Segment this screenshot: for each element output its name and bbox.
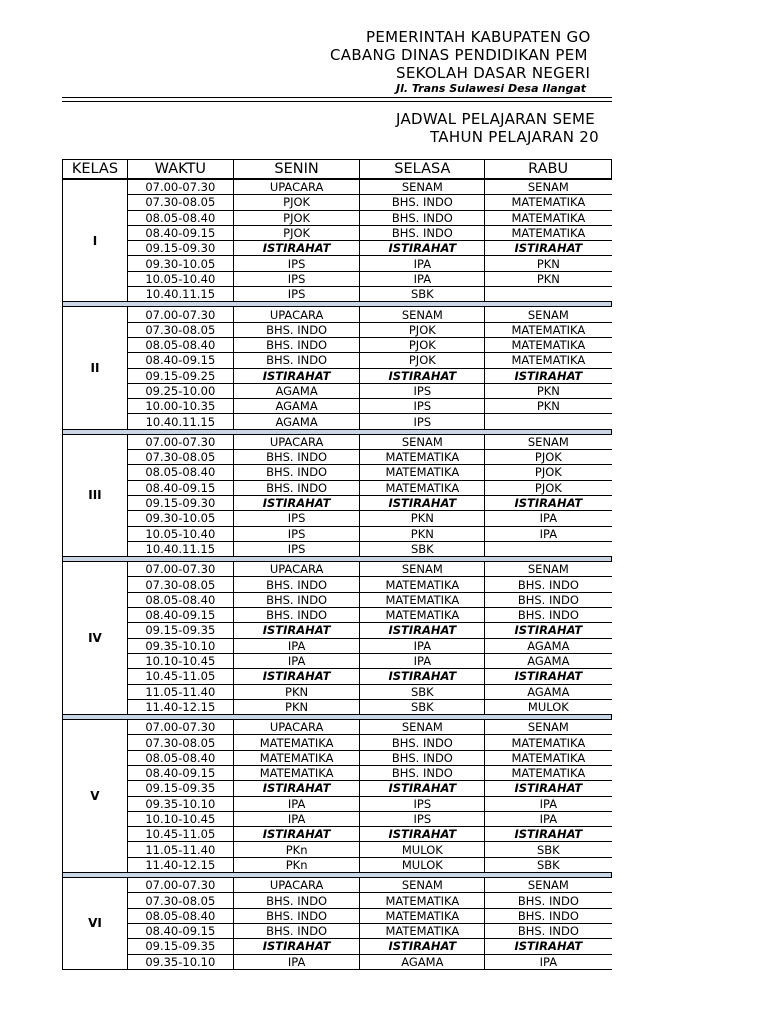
selasa-cell: BHS. INDO — [360, 735, 485, 750]
waktu-cell: 10.40.11.15 — [127, 287, 233, 302]
waktu-cell: 09.15-09.25 — [127, 368, 233, 383]
waktu-cell: 08.05-08.40 — [127, 210, 233, 225]
waktu-cell: 10.10-10.45 — [127, 653, 233, 668]
selasa-cell: PJOK — [360, 322, 485, 337]
column-header-senin: SENIN — [233, 160, 360, 180]
waktu-cell: 07.30-08.05 — [127, 195, 233, 210]
selasa-cell: PJOK — [360, 337, 485, 352]
table-row — [63, 383, 612, 398]
waktu-cell: 10.40.11.15 — [127, 414, 233, 429]
selasa-cell: BHS. INDO — [360, 750, 485, 765]
selasa-cell: SENAM — [360, 307, 485, 322]
rabu-cell: BHS. INDO — [485, 608, 612, 623]
rabu-cell: MATEMATIKA — [485, 353, 612, 368]
header-divider — [62, 97, 612, 98]
column-header-selasa: SELASA — [360, 160, 485, 180]
table-row — [63, 857, 612, 872]
kelas-cell: I — [63, 179, 128, 302]
table-row — [63, 653, 612, 668]
rabu-cell — [485, 414, 612, 429]
rabu-cell: PJOK — [485, 480, 612, 495]
table-row — [63, 399, 612, 414]
selasa-cell: MATEMATIKA — [360, 592, 485, 607]
selasa-cell: SBK — [360, 684, 485, 699]
table-row — [63, 195, 612, 210]
senin-cell: IPS — [233, 541, 360, 556]
column-header-rabu: RABU — [485, 160, 612, 180]
selasa-cell: BHS. INDO — [360, 225, 485, 240]
rabu-cell — [485, 287, 612, 302]
table-row — [63, 465, 612, 480]
header-address: Jl. Trans Sulawesi Desa Ilangat — [396, 82, 587, 95]
waktu-cell: 08.40-09.15 — [127, 353, 233, 368]
selasa-cell: ISTIRAHAT — [360, 827, 485, 842]
rabu-cell: SENAM — [485, 179, 612, 195]
table-row — [63, 699, 612, 714]
selasa-cell: MATEMATIKA — [360, 480, 485, 495]
rabu-cell: SENAM — [485, 878, 612, 893]
table-row — [63, 526, 612, 541]
selasa-cell: IPS — [360, 811, 485, 826]
table-row — [63, 562, 612, 577]
senin-cell: IPS — [233, 271, 360, 286]
waktu-cell: 09.35-10.10 — [127, 796, 233, 811]
waktu-cell: 07.30-08.05 — [127, 322, 233, 337]
table-row — [63, 353, 612, 368]
table-row — [63, 225, 612, 240]
senin-cell: AGAMA — [233, 399, 360, 414]
kelas-cell: VI — [63, 878, 128, 970]
waktu-cell: 09.15-09.35 — [127, 623, 233, 638]
senin-cell: PKN — [233, 684, 360, 699]
selasa-cell: SENAM — [360, 179, 485, 195]
selasa-cell: ISTIRAHAT — [360, 781, 485, 796]
senin-cell: ISTIRAHAT — [233, 495, 360, 510]
senin-cell: IPA — [233, 653, 360, 668]
selasa-cell: IPA — [360, 271, 485, 286]
senin-cell: BHS. INDO — [233, 592, 360, 607]
waktu-cell: 09.15-09.30 — [127, 495, 233, 510]
kelas-cell: III — [63, 434, 128, 556]
rabu-cell: ISTIRAHAT — [485, 781, 612, 796]
senin-cell: BHS. INDO — [233, 337, 360, 352]
selasa-cell: SENAM — [360, 434, 485, 449]
senin-cell: IPA — [233, 796, 360, 811]
rabu-cell: MATEMATIKA — [485, 337, 612, 352]
waktu-cell: 08.40-09.15 — [127, 608, 233, 623]
selasa-cell: MATEMATIKA — [360, 450, 485, 465]
rabu-cell: MATEMATIKA — [485, 735, 612, 750]
rabu-cell: PKN — [485, 271, 612, 286]
waktu-cell: 08.05-08.40 — [127, 750, 233, 765]
waktu-cell: 09.15-09.35 — [127, 781, 233, 796]
senin-cell: IPA — [233, 811, 360, 826]
selasa-cell: BHS. INDO — [360, 210, 485, 225]
senin-cell: UPACARA — [233, 562, 360, 577]
table-row — [63, 939, 612, 954]
selasa-cell: ISTIRAHAT — [360, 669, 485, 684]
waktu-cell: 09.25-10.00 — [127, 383, 233, 398]
header-line-2: CABANG DINAS PENDIDIKAN PEM — [330, 46, 588, 64]
kelas-cell: II — [63, 307, 128, 429]
column-header-waktu: WAKTU — [127, 160, 233, 180]
table-row — [63, 577, 612, 592]
selasa-cell: ISTIRAHAT — [360, 939, 485, 954]
selasa-cell: IPA — [360, 256, 485, 271]
rabu-cell: ISTIRAHAT — [485, 939, 612, 954]
senin-cell: MATEMATIKA — [233, 765, 360, 780]
senin-cell: BHS. INDO — [233, 353, 360, 368]
senin-cell: IPS — [233, 511, 360, 526]
selasa-cell: SBK — [360, 541, 485, 556]
selasa-cell: MATEMATIKA — [360, 465, 485, 480]
waktu-cell: 09.30-10.05 — [127, 511, 233, 526]
rabu-cell: ISTIRAHAT — [485, 623, 612, 638]
rabu-cell: AGAMA — [485, 653, 612, 668]
selasa-cell: PJOK — [360, 353, 485, 368]
table-row — [63, 337, 612, 352]
table-row — [63, 307, 612, 322]
table-row — [63, 434, 612, 449]
rabu-cell: SENAM — [485, 307, 612, 322]
selasa-cell: IPS — [360, 399, 485, 414]
table-row — [63, 179, 612, 195]
rabu-cell: BHS. INDO — [485, 893, 612, 908]
waktu-cell: 09.15-09.35 — [127, 939, 233, 954]
rabu-cell: ISTIRAHAT — [485, 495, 612, 510]
senin-cell: PJOK — [233, 210, 360, 225]
table-row — [63, 827, 612, 842]
table-row — [63, 811, 612, 826]
table-row — [63, 669, 612, 684]
rabu-cell: SENAM — [485, 562, 612, 577]
selasa-cell: SBK — [360, 699, 485, 714]
table-row — [63, 608, 612, 623]
rabu-cell: ISTIRAHAT — [485, 827, 612, 842]
schedule-title: JADWAL PELAJARAN SEME — [396, 110, 596, 128]
senin-cell: ISTIRAHAT — [233, 623, 360, 638]
senin-cell: UPACARA — [233, 179, 360, 195]
selasa-cell: IPA — [360, 638, 485, 653]
selasa-cell: SENAM — [360, 720, 485, 735]
senin-cell: UPACARA — [233, 434, 360, 449]
waktu-cell: 08.40-09.15 — [127, 480, 233, 495]
rabu-cell: SBK — [485, 857, 612, 872]
selasa-cell: PKN — [360, 526, 485, 541]
rabu-cell: BHS. INDO — [485, 908, 612, 923]
waktu-cell: 09.30-10.05 — [127, 256, 233, 271]
senin-cell: IPS — [233, 287, 360, 302]
selasa-cell: IPS — [360, 796, 485, 811]
table-row — [63, 638, 612, 653]
selasa-cell: MATEMATIKA — [360, 908, 485, 923]
rabu-cell: SENAM — [485, 720, 612, 735]
senin-cell: AGAMA — [233, 414, 360, 429]
selasa-cell: MATEMATIKA — [360, 577, 485, 592]
table-row — [63, 893, 612, 908]
senin-cell: ISTIRAHAT — [233, 781, 360, 796]
selasa-cell: ISTIRAHAT — [360, 368, 485, 383]
senin-cell: IPS — [233, 256, 360, 271]
rabu-cell: AGAMA — [485, 684, 612, 699]
rabu-cell: IPA — [485, 511, 612, 526]
rabu-cell: PJOK — [485, 450, 612, 465]
table-row — [63, 271, 612, 286]
senin-cell: UPACARA — [233, 720, 360, 735]
table-row — [63, 842, 612, 857]
selasa-cell: MULOK — [360, 842, 485, 857]
table-row — [63, 241, 612, 256]
table-row — [63, 287, 612, 302]
waktu-cell: 08.05-08.40 — [127, 592, 233, 607]
senin-cell: BHS. INDO — [233, 608, 360, 623]
table-header-row — [63, 160, 612, 180]
senin-cell: BHS. INDO — [233, 577, 360, 592]
senin-cell: UPACARA — [233, 878, 360, 893]
rabu-cell: ISTIRAHAT — [485, 669, 612, 684]
rabu-cell: AGAMA — [485, 638, 612, 653]
waktu-cell: 07.00-07.30 — [127, 720, 233, 735]
schedule-body — [63, 179, 612, 969]
header-divider-thin — [62, 101, 612, 102]
selasa-cell: AGAMA — [360, 954, 485, 969]
rabu-cell: ISTIRAHAT — [485, 241, 612, 256]
table-row — [63, 210, 612, 225]
table-row — [63, 923, 612, 938]
waktu-cell: 07.30-08.05 — [127, 450, 233, 465]
senin-cell: BHS. INDO — [233, 322, 360, 337]
rabu-cell: PKN — [485, 399, 612, 414]
senin-cell: PKn — [233, 842, 360, 857]
waktu-cell: 09.35-10.10 — [127, 954, 233, 969]
waktu-cell: 09.35-10.10 — [127, 638, 233, 653]
selasa-cell: IPS — [360, 383, 485, 398]
waktu-cell: 11.40-12.15 — [127, 699, 233, 714]
waktu-cell: 10.05-10.40 — [127, 271, 233, 286]
table-row — [63, 623, 612, 638]
rabu-cell: PKN — [485, 383, 612, 398]
waktu-cell: 07.00-07.30 — [127, 434, 233, 449]
rabu-cell: PKN — [485, 256, 612, 271]
selasa-cell: SBK — [360, 287, 485, 302]
rabu-cell: MATEMATIKA — [485, 210, 612, 225]
senin-cell: BHS. INDO — [233, 893, 360, 908]
rabu-cell: MULOK — [485, 699, 612, 714]
table-row — [63, 322, 612, 337]
waktu-cell: 10.00-10.35 — [127, 399, 233, 414]
senin-cell: PKN — [233, 699, 360, 714]
senin-cell: ISTIRAHAT — [233, 669, 360, 684]
senin-cell: IPA — [233, 954, 360, 969]
senin-cell: BHS. INDO — [233, 480, 360, 495]
rabu-cell: IPA — [485, 526, 612, 541]
rabu-cell: BHS. INDO — [485, 923, 612, 938]
waktu-cell: 08.05-08.40 — [127, 337, 233, 352]
senin-cell: PJOK — [233, 225, 360, 240]
table-row — [63, 878, 612, 893]
waktu-cell: 11.05-11.40 — [127, 684, 233, 699]
kelas-cell: IV — [63, 562, 128, 715]
selasa-cell: MATEMATIKA — [360, 608, 485, 623]
table-row — [63, 781, 612, 796]
table-row — [63, 511, 612, 526]
senin-cell: ISTIRAHAT — [233, 241, 360, 256]
waktu-cell: 07.00-07.30 — [127, 878, 233, 893]
waktu-cell: 09.15-09.30 — [127, 241, 233, 256]
waktu-cell: 08.05-08.40 — [127, 908, 233, 923]
waktu-cell: 08.05-08.40 — [127, 465, 233, 480]
selasa-cell: BHS. INDO — [360, 765, 485, 780]
waktu-cell: 07.00-07.30 — [127, 307, 233, 322]
senin-cell: BHS. INDO — [233, 923, 360, 938]
table-row — [63, 765, 612, 780]
rabu-cell: MATEMATIKA — [485, 322, 612, 337]
table-row — [63, 954, 612, 969]
table-row — [63, 908, 612, 923]
column-header-kelas: KELAS — [63, 160, 128, 180]
waktu-cell: 08.40-09.15 — [127, 765, 233, 780]
kelas-cell: V — [63, 720, 128, 873]
waktu-cell: 10.05-10.40 — [127, 526, 233, 541]
rabu-cell: BHS. INDO — [485, 592, 612, 607]
waktu-cell: 10.45-11.05 — [127, 827, 233, 842]
waktu-cell: 10.10-10.45 — [127, 811, 233, 826]
waktu-cell: 11.05-11.40 — [127, 842, 233, 857]
table-row — [63, 450, 612, 465]
table-row — [63, 541, 612, 556]
senin-cell: ISTIRAHAT — [233, 939, 360, 954]
table-row — [63, 720, 612, 735]
senin-cell: MATEMATIKA — [233, 735, 360, 750]
table-row — [63, 256, 612, 271]
table-row — [63, 735, 612, 750]
senin-cell: ISTIRAHAT — [233, 368, 360, 383]
rabu-cell: MATEMATIKA — [485, 225, 612, 240]
waktu-cell: 07.00-07.30 — [127, 179, 233, 195]
selasa-cell: ISTIRAHAT — [360, 495, 485, 510]
selasa-cell: ISTIRAHAT — [360, 623, 485, 638]
senin-cell: BHS. INDO — [233, 465, 360, 480]
table-row — [63, 592, 612, 607]
selasa-cell: IPA — [360, 653, 485, 668]
rabu-cell: PJOK — [485, 465, 612, 480]
rabu-cell: MATEMATIKA — [485, 750, 612, 765]
table-row — [63, 480, 612, 495]
rabu-cell: MATEMATIKA — [485, 195, 612, 210]
waktu-cell: 10.40.11.15 — [127, 541, 233, 556]
senin-cell: MATEMATIKA — [233, 750, 360, 765]
rabu-cell: IPA — [485, 954, 612, 969]
senin-cell: BHS. INDO — [233, 450, 360, 465]
table-row — [63, 414, 612, 429]
table-row — [63, 750, 612, 765]
senin-cell: BHS. INDO — [233, 908, 360, 923]
selasa-cell: PKN — [360, 511, 485, 526]
senin-cell: UPACARA — [233, 307, 360, 322]
rabu-cell — [485, 541, 612, 556]
senin-cell: PKn — [233, 857, 360, 872]
waktu-cell: 07.30-08.05 — [127, 577, 233, 592]
senin-cell: IPA — [233, 638, 360, 653]
rabu-cell: MATEMATIKA — [485, 765, 612, 780]
senin-cell: PJOK — [233, 195, 360, 210]
rabu-cell: IPA — [485, 811, 612, 826]
waktu-cell: 07.30-08.05 — [127, 735, 233, 750]
senin-cell: IPS — [233, 526, 360, 541]
selasa-cell: BHS. INDO — [360, 195, 485, 210]
rabu-cell: ISTIRAHAT — [485, 368, 612, 383]
senin-cell: AGAMA — [233, 383, 360, 398]
waktu-cell: 10.45-11.05 — [127, 669, 233, 684]
rabu-cell: SENAM — [485, 434, 612, 449]
selasa-cell: SENAM — [360, 878, 485, 893]
selasa-cell: ISTIRAHAT — [360, 241, 485, 256]
rabu-cell: IPA — [485, 796, 612, 811]
selasa-cell: IPS — [360, 414, 485, 429]
waktu-cell: 11.40-12.15 — [127, 857, 233, 872]
header-line-3: SEKOLAH DASAR NEGERI — [396, 64, 591, 82]
schedule-year: TAHUN PELAJARAN 20 — [430, 128, 599, 146]
selasa-cell: SENAM — [360, 562, 485, 577]
selasa-cell: MATEMATIKA — [360, 923, 485, 938]
table-row — [63, 684, 612, 699]
schedule-table — [62, 159, 612, 970]
selasa-cell: MULOK — [360, 857, 485, 872]
rabu-cell: BHS. INDO — [485, 577, 612, 592]
header-line-1: PEMERINTAH KABUPATEN GO — [366, 28, 591, 46]
table-row — [63, 495, 612, 510]
table-row — [63, 796, 612, 811]
table-row — [63, 368, 612, 383]
selasa-cell: MATEMATIKA — [360, 893, 485, 908]
rabu-cell: SBK — [485, 842, 612, 857]
waktu-cell: 08.40-09.15 — [127, 923, 233, 938]
waktu-cell: 07.30-08.05 — [127, 893, 233, 908]
waktu-cell: 08.40-09.15 — [127, 225, 233, 240]
senin-cell: ISTIRAHAT — [233, 827, 360, 842]
waktu-cell: 07.00-07.30 — [127, 562, 233, 577]
